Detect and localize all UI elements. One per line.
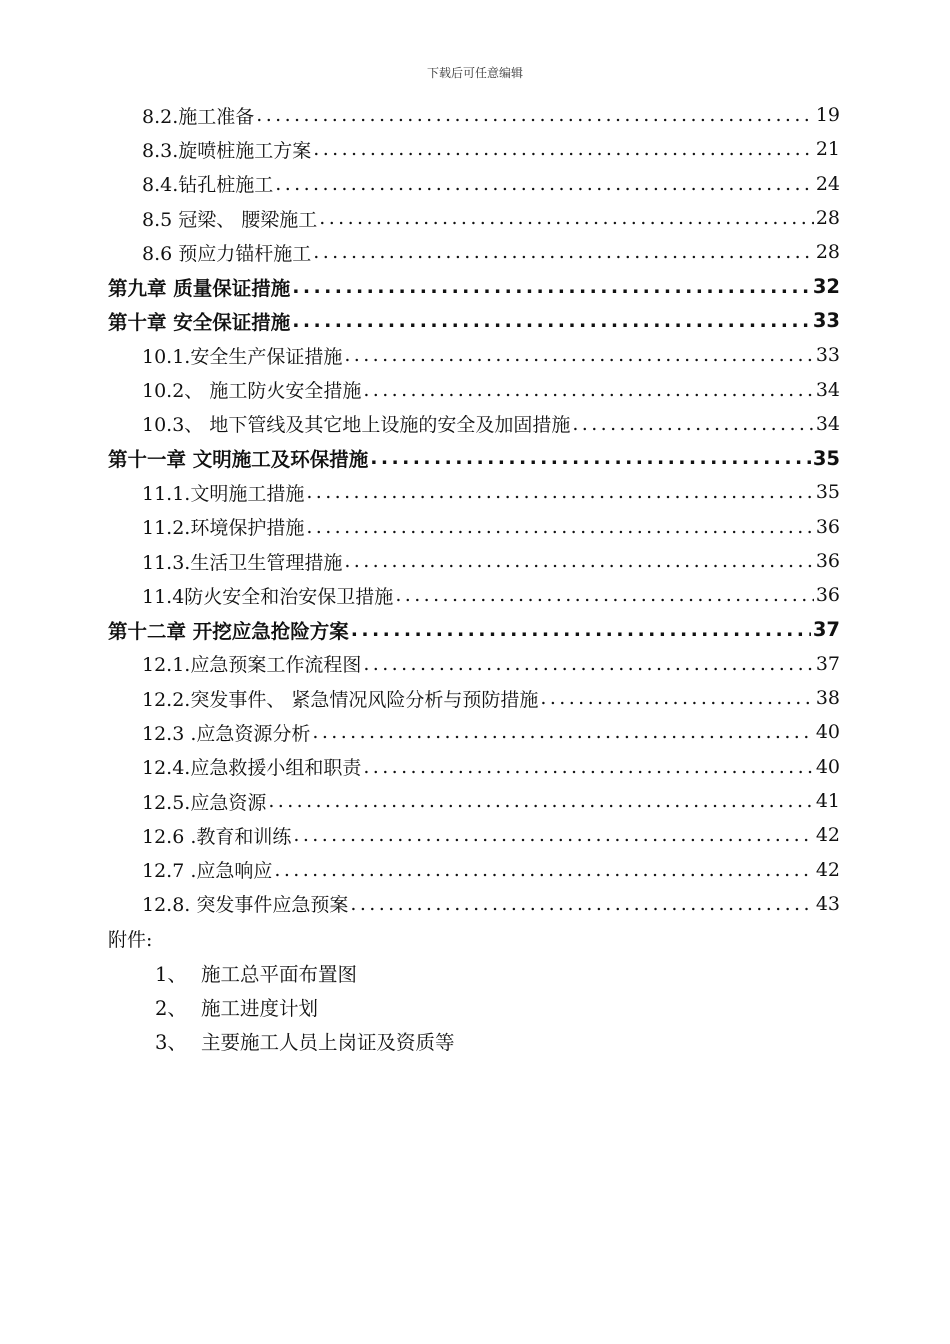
toc-entry-title: 12.8. 突发事件应急预案: [142, 894, 349, 917]
attachment-number: 2、: [155, 996, 187, 1020]
toc-entry-page: 34: [815, 378, 840, 401]
attachment-text: 主要施工人员上岗证及资质等: [201, 1031, 455, 1055]
toc-entry-title: 第九章 质量保证措施: [108, 276, 291, 300]
toc-dot-leader: [540, 687, 813, 709]
toc-dot-leader: [313, 241, 814, 263]
toc-entry-title: 12.6 .教育和训练: [142, 825, 292, 848]
toc-dot-leader: [292, 310, 811, 332]
toc-entry-page: 28: [815, 241, 840, 264]
toc-section-entry[interactable]: [0, 681, 950, 715]
toc-section-entry[interactable]: [0, 338, 950, 372]
toc-entry-page: 38: [815, 687, 840, 710]
toc-entry-title: 第十一章 文明施工及环保措施: [108, 448, 369, 472]
toc-entry-title: 12.3 .应急资源分析: [142, 722, 311, 745]
toc-dot-leader: [395, 584, 814, 606]
toc-dot-leader: [351, 619, 811, 641]
toc-dot-leader: [292, 276, 811, 298]
table-of-contents: [0, 98, 950, 1058]
toc-entry-page: 24: [815, 172, 840, 195]
toc-entry-page: 35: [815, 481, 840, 504]
toc-dot-leader: [306, 481, 813, 503]
toc-entry-title: 10.2、 施工防火安全措施: [142, 380, 362, 403]
toc-entry-page: 41: [815, 790, 840, 813]
toc-dot-leader: [275, 173, 814, 195]
toc-entry-title: 12.1.应急预案工作流程图: [142, 654, 362, 677]
toc-dot-leader: [363, 653, 813, 675]
toc-entry-title: 12.4.应急救援小组和职责: [142, 757, 362, 780]
toc-section-entry[interactable]: [0, 510, 950, 544]
toc-section-entry[interactable]: [0, 407, 950, 441]
toc-entry-title: 12.5.应急资源: [142, 791, 267, 814]
toc-entry-title: 10.1.安全生产保证措施: [142, 345, 343, 368]
toc-entry-title: 11.2.环境保护措施: [142, 517, 305, 540]
toc-entry-title: 11.1.文明施工措施: [142, 482, 305, 505]
toc-entry-page: 40: [815, 755, 840, 778]
attachment-item: [0, 955, 950, 989]
toc-entry-page: 34: [815, 412, 840, 435]
toc-dot-leader: [572, 413, 813, 435]
toc-section-entry[interactable]: [0, 235, 950, 269]
attachment-number: 1、: [155, 962, 187, 986]
toc-entry-page: 21: [815, 138, 840, 161]
attachment-item: [0, 1024, 950, 1058]
toc-dot-leader: [313, 138, 814, 160]
toc-entry-title: 8.5 冠梁、 腰梁施工: [142, 208, 318, 231]
toc-dot-leader: [293, 824, 813, 846]
toc-dot-leader: [312, 721, 813, 743]
attachment-text: 施工进度计划: [201, 996, 319, 1020]
toc-dot-leader: [344, 344, 813, 366]
toc-entry-title: 8.3.旋喷桩施工方案: [142, 139, 312, 162]
toc-section-entry[interactable]: [0, 201, 950, 235]
attachment-number: 3、: [155, 1031, 187, 1055]
toc-entry-page: 33: [815, 344, 840, 367]
toc-dot-leader: [306, 516, 813, 538]
toc-section-entry[interactable]: [0, 578, 950, 612]
toc-dot-leader: [363, 756, 813, 778]
toc-entry-title: 11.4防火安全和治安保卫措施: [142, 585, 394, 608]
toc-entry-page: 32: [812, 275, 840, 299]
toc-entry-page: 36: [815, 550, 840, 572]
toc-chapter-entry[interactable]: [0, 269, 950, 303]
toc-dot-leader: [350, 893, 813, 915]
toc-section-entry[interactable]: [0, 647, 950, 681]
toc-entry-title: 第十二章 开挖应急抢险方案: [108, 619, 349, 643]
toc-entry-page: 42: [815, 858, 840, 881]
toc-entry-title: 第十章 安全保证措施: [108, 310, 291, 334]
toc-entry-title: 10.3、 地下管线及其它地上设施的安全及加固措施: [142, 414, 571, 437]
page-header: 下载后可任意编辑: [426, 66, 523, 80]
toc-dot-leader: [344, 550, 813, 572]
toc-dot-leader: [256, 104, 814, 126]
toc-chapter-entry[interactable]: [0, 441, 950, 475]
attachment-item: [0, 990, 950, 1024]
toc-section-entry[interactable]: [0, 715, 950, 749]
toc-entry-page: 36: [815, 584, 840, 607]
attachments-label: 附件:: [108, 928, 153, 951]
toc-section-entry[interactable]: [0, 887, 950, 921]
toc-entry-title: 12.7 .应急响应: [142, 860, 273, 883]
toc-section-entry[interactable]: [0, 475, 950, 509]
toc-entry-title: 8.6 预应力锚杆施工: [142, 242, 312, 265]
toc-entry-title: 12.2.突发事件、 紧急情况风险分析与预防措施: [142, 688, 539, 711]
toc-entry-page: 42: [815, 824, 840, 847]
toc-section-entry[interactable]: [0, 853, 950, 887]
toc-entry-title: 8.2.施工准备: [142, 105, 255, 128]
toc-section-entry[interactable]: [0, 544, 950, 578]
toc-section-entry[interactable]: [0, 372, 950, 406]
toc-entry-title: 8.4.钻孔桩施工: [142, 174, 274, 197]
toc-section-entry[interactable]: [0, 167, 950, 201]
toc-entry-page: 36: [815, 515, 840, 538]
toc-section-entry[interactable]: [0, 132, 950, 166]
toc-entry-page: 19: [815, 104, 840, 127]
toc-section-entry[interactable]: [0, 750, 950, 784]
toc-dot-leader: [319, 207, 814, 229]
toc-section-entry[interactable]: [0, 784, 950, 818]
toc-chapter-entry[interactable]: [0, 304, 950, 338]
toc-section-entry[interactable]: [0, 818, 950, 852]
attachment-text: 施工总平面布置图: [201, 962, 358, 986]
toc-entry-page: 33: [812, 309, 840, 333]
toc-entry-page: 43: [815, 892, 840, 915]
toc-entry-page: 28: [815, 207, 840, 230]
toc-entry-page: 40: [815, 721, 840, 744]
toc-dot-leader: [268, 790, 813, 812]
toc-dot-leader: [363, 379, 813, 401]
toc-chapter-entry[interactable]: [0, 612, 950, 646]
toc-entry-page: 37: [815, 652, 840, 675]
toc-dot-leader: [370, 447, 811, 469]
toc-entry-page: 35: [812, 446, 840, 470]
toc-entry-page: 37: [812, 618, 840, 642]
toc-dot-leader: [274, 859, 813, 881]
toc-entry-title: 11.3.生活卫生管理措施: [142, 551, 343, 574]
toc-section-entry[interactable]: [0, 98, 950, 132]
